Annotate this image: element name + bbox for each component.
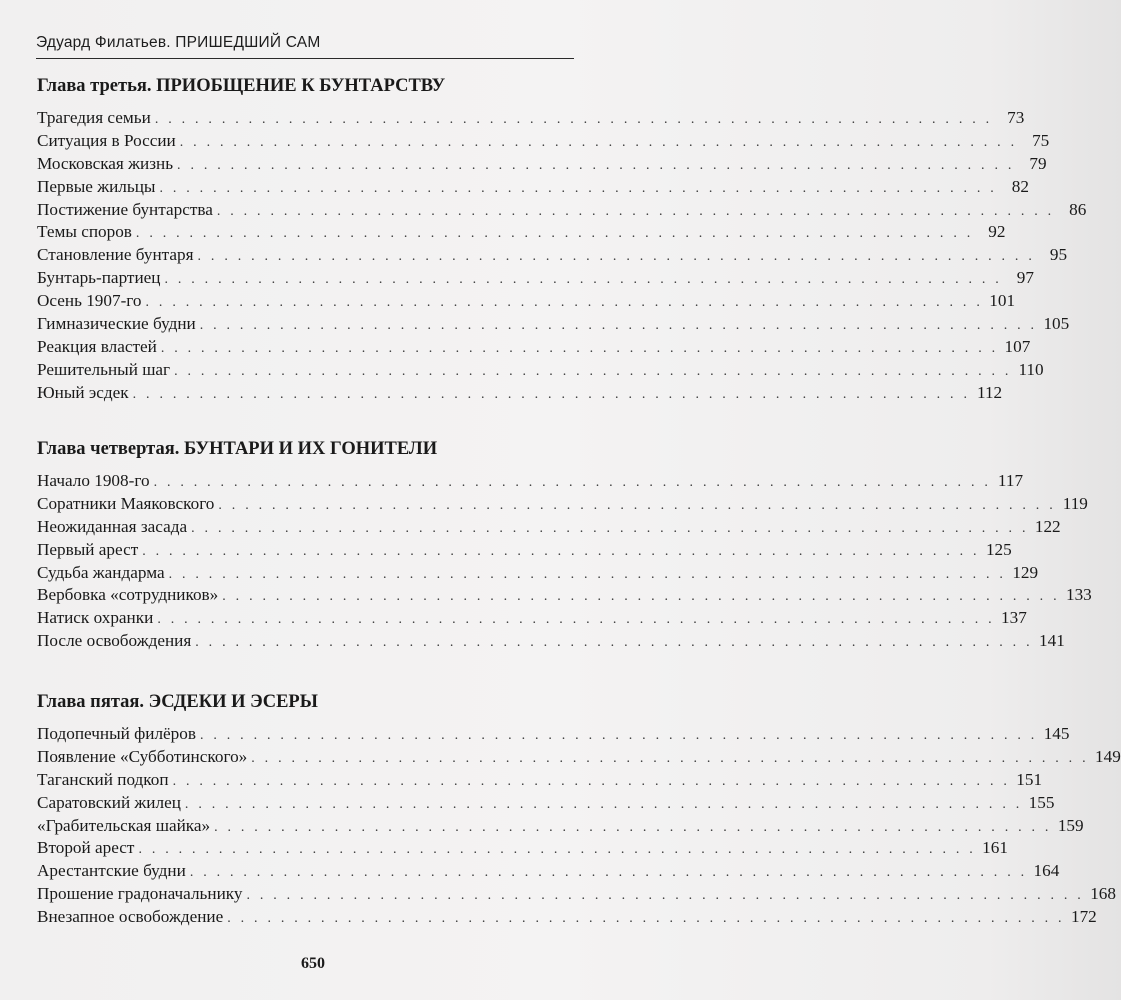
toc-entry-title: Появление «Субботинского» — [37, 746, 248, 766]
toc-entry — [37, 313, 1070, 336]
toc-entry-page: 119 — [1062, 493, 1088, 513]
chapter-3 — [37, 74, 1087, 405]
chapter-title: Глава четвертая. БУНТАРИ И ИХ ГОНИТЕЛИ — [37, 439, 438, 459]
toc-entry — [37, 815, 1084, 838]
page-number: 650 — [301, 955, 325, 972]
toc-entry — [37, 290, 1016, 313]
dot-leader: . . . . . . . . . . . . . . . . . . . . . . . . . . . . . . . . . . . . . . . . . . . . . . . . . . . . . . . . . . . . . . . — [174, 363, 1012, 379]
toc-entry-page: 86 — [1069, 199, 1087, 219]
toc-entry-page: 105 — [1043, 314, 1070, 334]
toc-entry-title: Юный эсдек — [37, 382, 129, 402]
toc-entry-page: 122 — [1034, 516, 1061, 536]
toc-entry — [37, 359, 1044, 382]
toc-entry-title: Начало 1908-го — [37, 471, 150, 490]
chapter-title: Глава третья. ПРИОБЩЕНИЕ К БУНТАРСТВУ — [37, 76, 446, 96]
dot-leader: . . . . . . . . . . . . . . . . . . . . . . . . . . . . . . . . . . . . . . . . . . . . . . . . . . . . . . . . . . . . . . . — [135, 226, 974, 242]
toc-entry-title: Бунтарь-партиец — [37, 268, 161, 288]
toc-entry-page: 95 — [1049, 245, 1068, 265]
toc-entry-page: 145 — [1043, 724, 1070, 743]
running-head: Эдуард Филатьев. ПРИШЕДШИЙ САМ — [36, 34, 321, 51]
toc-entry-title: Неожиданная засада — [37, 516, 188, 536]
toc-entry — [37, 130, 1050, 153]
toc-entry-title: Реакция властей — [37, 336, 157, 356]
toc-entry — [37, 539, 1012, 562]
dot-leader: . . . . . . . . . . . . . . . . . . . . . . . . . . . . . . . . . . . . . . . . . . . . . . . . . . . . . . . . . . . . . . . — [214, 819, 1052, 835]
toc-entry-page: 149 — [1095, 746, 1121, 766]
chapter-4 — [37, 437, 1092, 653]
dot-leader: . . . . . . . . . . . . . . . . . . . . . . . . . . . . . . . . . . . . . . . . . . . . . . . . . . . . . . . . . . . . . . . — [184, 796, 1023, 812]
toc-entry-page: 161 — [982, 838, 1008, 858]
toc-entry — [37, 723, 1070, 746]
toc-entry-title: Осень 1907-го — [37, 291, 142, 311]
toc-entry-title: Решительный шаг — [37, 359, 171, 379]
toc-entry-title: Постижение бунтарства — [37, 199, 213, 219]
toc-entry-page: 82 — [1011, 176, 1029, 196]
chapter-title: Глава пятая. ЭСДЕКИ И ЭСЕРЫ — [37, 692, 318, 712]
dot-leader: . . . . . . . . . . . . . . . . . . . . . . . . . . . . . . . . . . . . . . . . . . . . . . . . . . . . . . . . . . . . . . . — [246, 888, 1084, 904]
toc-entry-title: Внезапное освобождение — [37, 907, 224, 927]
dot-leader: . . . . . . . . . . . . . . . . . . . . . . . . . . . . . . . . . . . . . . . . . . . . . . . . . . . . . . . . . . . . . . . — [157, 612, 995, 628]
toc-entry — [37, 107, 1025, 130]
dot-leader: . . . . . . . . . . . . . . . . . . . . . . . . . . . . . . . . . . . . . . . . . . . . . . . . . . . . . . . . . . . . . . . — [159, 180, 997, 196]
toc-entry-title: Гимназические будни — [37, 314, 196, 334]
toc-entry — [37, 244, 1068, 267]
toc-entry-page: 125 — [985, 539, 1012, 559]
dot-leader: . . . . . . . . . . . . . . . . . . . . . . . . . . . . . . . . . . . . . . . . . . . . . . . . . . . . . . . . . . . . . . . — [251, 750, 1089, 766]
toc-entry — [37, 176, 1029, 199]
toc-entry — [37, 516, 1061, 539]
dot-leader: . . . . . . . . . . . . . . . . . . . . . . . . . . . . . . . . . . . . . . . . . . . . . . . . . . . . . . . . . . . . . . . — [138, 842, 976, 858]
toc-entry-page: 141 — [1039, 631, 1065, 651]
toc-entry-title: Судьба жандарма — [37, 562, 165, 582]
toc-entry-page: 101 — [989, 291, 1016, 311]
dot-leader: . . . . . . . . . . . . . . . . . . . . . . . . . . . . . . . . . . . . . . . . . . . . . . . . . . . . . . . . . . . . . . . — [164, 272, 1002, 288]
dot-leader: . . . . . . . . . . . . . . . . . . . . . . . . . . . . . . . . . . . . . . . . . . . . . . . . . . . . . . . . . . . . . . . — [222, 589, 1060, 605]
toc-entry-page: 112 — [976, 382, 1003, 402]
toc-entry-page: 117 — [997, 471, 1024, 490]
toc-entry — [37, 837, 1008, 860]
dot-leader: . . . . . . . . . . . . . . . . . . . . . . . . . . . . . . . . . . . . . . . . . . . . . . . . . . . . . . . . . . . . . . . — [179, 134, 1018, 150]
dot-leader: . . . . . . . . . . . . . . . . . . . . . . . . . . . . . . . . . . . . . . . . . . . . . . . . . . . . . . . . . . . . . . . — [160, 340, 999, 356]
toc-entry — [37, 769, 1043, 792]
header-rule — [36, 58, 574, 59]
toc-entry-title: Саратовский жилец — [37, 792, 181, 812]
toc-entry-page: 168 — [1090, 884, 1116, 904]
dot-leader: . . . . . . . . . . . . . . . . . . . . . . . . . . . . . . . . . . . . . . . . . . . . . . . . . . . . . . . . . . . . . . . — [191, 520, 1029, 536]
toc-entry-title: Соратники Маяковского — [37, 493, 215, 513]
toc-entry — [37, 470, 1024, 493]
dot-leader: . . . . . . . . . . . . . . . . . . . . . . . . . . . . . . . . . . . . . . . . . . . . . . . . . . . . . . . . . . . . . . . — [199, 318, 1038, 334]
dot-leader: . . . . . . . . . . . . . . . . . . . . . . . . . . . . . . . . . . . . . . . . . . . . . . . . . . . . . . . . . . . . . . . — [199, 728, 1038, 743]
toc-entry-page: 159 — [1057, 815, 1084, 835]
toc-entry — [37, 336, 1031, 359]
dot-leader: . . . . . . . . . . . . . . . . . . . . . . . . . . . . . . . . . . . . . . . . . . . . . . . . . . . . . . . . . . . . . . . — [218, 497, 1056, 513]
toc-entry-title: Трагедия семьи — [37, 108, 151, 127]
toc-entry-page: 73 — [1007, 108, 1025, 127]
toc-entry — [37, 906, 1097, 929]
dot-leader: . . . . . . . . . . . . . . . . . . . . . . . . . . . . . . . . . . . . . . . . . . . . . . . . . . . . . . . . . . . . . . . — [177, 157, 1015, 173]
toc-entry — [37, 199, 1087, 222]
toc-entry-page: 92 — [988, 222, 1006, 242]
toc-entry-title: Прошение градоначальнику — [37, 884, 243, 904]
dot-leader: . . . . . . . . . . . . . . . . . . . . . . . . . . . . . . . . . . . . . . . . . . . . . . . . . . . . . . . . . . . . . . . — [142, 543, 980, 559]
toc-entry-title: Темы споров — [37, 222, 132, 242]
dot-leader: . . . . . . . . . . . . . . . . . . . . . . . . . . . . . . . . . . . . . . . . . . . . . . . . . . . . . . . . . . . . . . . — [168, 566, 1007, 582]
toc-entry-page: 137 — [1001, 608, 1027, 628]
dot-leader: . . . . . . . . . . . . . . . . . . . . . . . . . . . . . . . . . . . . . . . . . . . . . . . . . . . . . . . . . . . . . . . — [154, 112, 993, 127]
toc-entry — [37, 860, 1060, 883]
toc-entry — [37, 562, 1039, 585]
toc-entry-title: Натиск охранки — [37, 608, 154, 628]
toc-entry-title: Второй арест — [37, 838, 135, 858]
toc-entry — [37, 746, 1121, 769]
toc-entry-title: После освобождения — [37, 631, 192, 651]
toc-entry-title: Арестантские будни — [37, 861, 186, 881]
dot-leader: . . . . . . . . . . . . . . . . . . . . . . . . . . . . . . . . . . . . . . . . . . . . . . . . . . . . . . . . . . . . . . . — [197, 249, 1036, 265]
toc-entry — [37, 883, 1116, 906]
dot-leader: . . . . . . . . . . . . . . . . . . . . . . . . . . . . . . . . . . . . . . . . . . . . . . . . . . . . . . . . . . . . . . . — [172, 773, 1011, 789]
dot-leader: . . . . . . . . . . . . . . . . . . . . . . . . . . . . . . . . . . . . . . . . . . . . . . . . . . . . . . . . . . . . . . . — [227, 911, 1065, 927]
toc-entry — [37, 267, 1034, 290]
toc-entry-page: 79 — [1029, 153, 1047, 173]
toc-entry-page: 164 — [1033, 861, 1060, 881]
toc-entry-title: Таганский подкоп — [37, 769, 169, 789]
toc-entry-page: 107 — [1004, 336, 1031, 356]
toc-entry — [37, 607, 1027, 630]
toc-entry — [37, 493, 1088, 516]
toc-entry — [37, 630, 1065, 653]
dot-leader: . . . . . . . . . . . . . . . . . . . . . . . . . . . . . . . . . . . . . . . . . . . . . . . . . . . . . . . . . . . . . . . — [153, 475, 992, 490]
chapter-5 — [37, 690, 1121, 929]
toc-entry — [37, 221, 1006, 244]
toc-entry-title: Становление бунтаря — [37, 245, 194, 265]
toc-entry — [37, 792, 1055, 815]
toc-entry-title: Ситуация в России — [37, 130, 176, 150]
toc-entry — [37, 584, 1092, 607]
dot-leader: . . . . . . . . . . . . . . . . . . . . . . . . . . . . . . . . . . . . . . . . . . . . . . . . . . . . . . . . . . . . . . . — [132, 386, 971, 402]
dot-leader: . . . . . . . . . . . . . . . . . . . . . . . . . . . . . . . . . . . . . . . . . . . . . . . . . . . . . . . . . . . . . . . — [195, 635, 1033, 651]
toc-entry-title: «Грабительская шайка» — [37, 815, 211, 835]
toc-entry — [37, 382, 1003, 405]
dot-leader: . . . . . . . . . . . . . . . . . . . . . . . . . . . . . . . . . . . . . . . . . . . . . . . . . . . . . . . . . . . . . . . — [216, 203, 1055, 219]
dot-leader: . . . . . . . . . . . . . . . . . . . . . . . . . . . . . . . . . . . . . . . . . . . . . . . . . . . . . . . . . . . . . . . — [145, 295, 984, 311]
toc-entry-page: 172 — [1070, 907, 1097, 927]
toc-entry-title: Первые жильцы — [37, 176, 156, 196]
toc-entry-page: 129 — [1012, 562, 1039, 582]
toc-entry-page: 133 — [1065, 585, 1092, 605]
toc-entry-page: 97 — [1016, 268, 1034, 288]
toc-entry-page: 151 — [1016, 769, 1043, 789]
toc-entry-title: Подопечный филёров — [37, 724, 196, 743]
toc-entry-title: Первый арест — [37, 539, 139, 559]
toc-entry-page: 75 — [1032, 130, 1050, 150]
toc-entry-title: Вербовка «сотрудников» — [37, 585, 219, 605]
toc-entry-page: 110 — [1018, 359, 1044, 379]
toc-entry-title: Московская жизнь — [37, 153, 174, 173]
toc-entry — [37, 153, 1047, 176]
toc-entry-page: 155 — [1028, 792, 1055, 812]
dot-leader: . . . . . . . . . . . . . . . . . . . . . . . . . . . . . . . . . . . . . . . . . . . . . . . . . . . . . . . . . . . . . . . — [189, 865, 1028, 881]
